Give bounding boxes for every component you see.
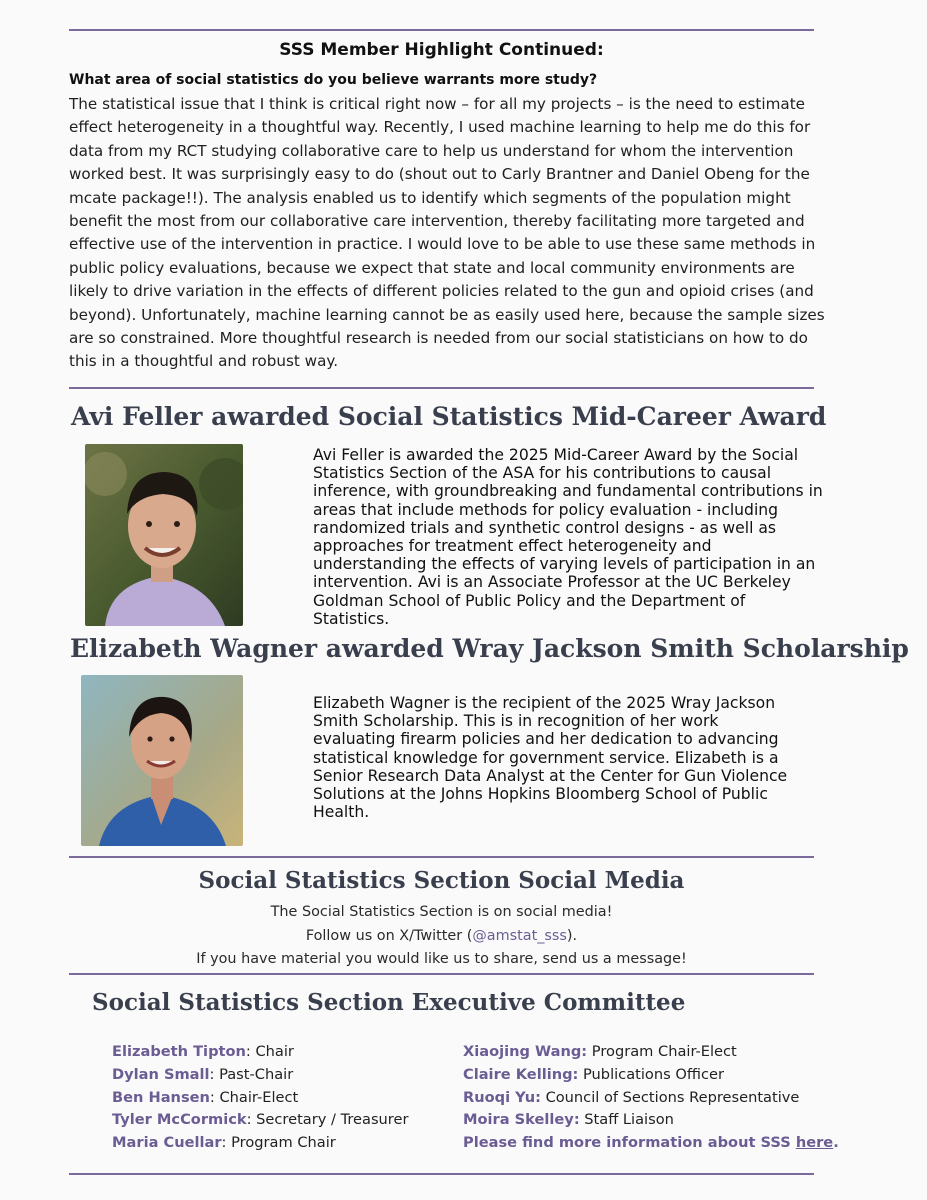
committee-member	[463, 1041, 839, 1064]
committee-member: Elizabeth Tipton: Chair	[112, 1043, 294, 1060]
committee-left-list	[112, 1041, 408, 1155]
social-line-3: If you have material you would like us to share, send us a message!	[196, 951, 687, 967]
member-role: Past-Chair	[219, 1065, 294, 1083]
committee-member: Maria Cuellar: Program Chair	[112, 1134, 336, 1152]
committee-member: Tyler McCormick: Secretary / Treasurer	[112, 1111, 409, 1129]
member-role: Secretary / Treasurer	[256, 1111, 409, 1129]
social-heading: Social Statistics Section Social Media	[198, 867, 685, 894]
wagner-photo	[81, 675, 243, 846]
member-name: Elizabeth Tipton	[112, 1043, 246, 1060]
social-line-2-pre: Follow us on X/Twitter (	[305, 927, 473, 944]
feller-heading: Avi Feller awarded Social Statistics Mid-Career Award	[71, 402, 827, 431]
feller-photo	[85, 444, 243, 626]
bottom-divider	[69, 1173, 814, 1175]
member-name: Ben Hansen	[112, 1088, 210, 1106]
member-name: Ruoqi Yu:	[463, 1088, 541, 1106]
member-name: Tyler McCormick	[112, 1111, 247, 1129]
more-info-text: Please find more information about SSS	[463, 1134, 796, 1152]
member-role: Council of Sections Representative	[545, 1088, 800, 1106]
highlight-title: SSS Member Highlight Continued:	[279, 40, 604, 60]
member-role: Chair	[255, 1043, 294, 1060]
member-role: Program Chair	[231, 1134, 336, 1152]
divider-1	[69, 387, 814, 389]
committee-member: Dylan Small: Past-Chair	[112, 1065, 294, 1083]
committee-heading: Social Statistics Section Executive Committee	[92, 989, 686, 1016]
member-role: Chair-Elect	[219, 1088, 299, 1106]
more-info-line: Please find more information about SSS here.	[463, 1134, 839, 1152]
social-line-2	[69, 925, 814, 949]
social-line-2-post: ).	[566, 927, 578, 944]
wagner-bio: Elizabeth Wagner is the recipient of the 2025 Wray Jackson Smith Scholarship. This is in recognition of her work evaluating firearm policies and her dedication to advancing statistical knowledge for government service. Elizabeth is a Senior Research Data Analyst at the Center for Gun Violence Solutions at the Johns Hopkins Bloomberg School of Public Health.	[313, 694, 788, 822]
committee-right-list	[463, 1041, 839, 1155]
member-name: Dylan Small	[112, 1065, 210, 1083]
highlight-answer: The statistical issue that I think is critical right now – for all my projects – is the need to estimate effect heterogeneity in a thoughtful way. Recently, I used machine learning to help me do this for data from my RCT studying collaborative care to help us understand for whom the intervention worked best. It was surprisingly easy to do (shout out to Carly Brantner and Daniel Obeng for the mcate package!!). The analysis enabled us to identify which segments of the population might benefit the most from our collaborative care intervention, thereby facilitating more targeted and effective use of the intervention in practice. I would love to be able to use these same methods in public policy evaluations, because we expect that state and local community environments are likely to drive variation in the effects of different policies related to the gun and opioid crises (and beyond). Unfortunately, machine learning cannot be as easily used here, because the sample sizes are so constrained. More thoughtful research is needed from our social statisticians on how to do this in a thoughtful and robust way.	[69, 95, 825, 371]
wagner-heading: Elizabeth Wagner awarded Wray Jackson Smith Scholarship	[70, 634, 909, 663]
member-name: Claire Kelling:	[463, 1065, 579, 1083]
committee-member	[463, 1109, 839, 1132]
member-role: Publications Officer	[583, 1065, 724, 1083]
committee-member: Ben Hansen: Chair-Elect	[112, 1088, 299, 1106]
divider-2	[69, 856, 814, 858]
top-divider	[69, 29, 814, 31]
feller-bio: Avi Feller is awarded the 2025 Mid-Career Award by the Social Statistics Section of the ASA for his contributions to causal inference, with groundbreaking and fundamental contributions in areas that include methods for policy evaluation - including randomized trials and synthetic control designs - as well as approaches for treatment effect heterogeneity and understanding the effects of varying levels of participation in an intervention. Avi is an Associate Professor at the UC Berkeley Goldman School of Public Policy and the Department of Statistics.	[313, 446, 823, 628]
twitter-handle-link[interactable]: @amstat_sss	[472, 927, 567, 944]
member-name: Maria Cuellar	[112, 1134, 222, 1152]
committee-member	[463, 1087, 839, 1110]
member-name: Moira Skelley:	[463, 1111, 580, 1129]
committee-member	[463, 1064, 839, 1087]
social-text	[69, 901, 814, 972]
divider-3	[69, 973, 814, 975]
social-line-1: The Social Statistics Section is on social media!	[270, 904, 613, 920]
highlight-question: What area of social statistics do you believe warrants more study?	[69, 72, 598, 88]
more-info-link[interactable]: here	[795, 1134, 834, 1152]
member-role: Program Chair-Elect	[591, 1043, 737, 1060]
member-role: Staff Liaison	[584, 1111, 674, 1129]
member-name: Xiaojing Wang:	[463, 1043, 588, 1060]
